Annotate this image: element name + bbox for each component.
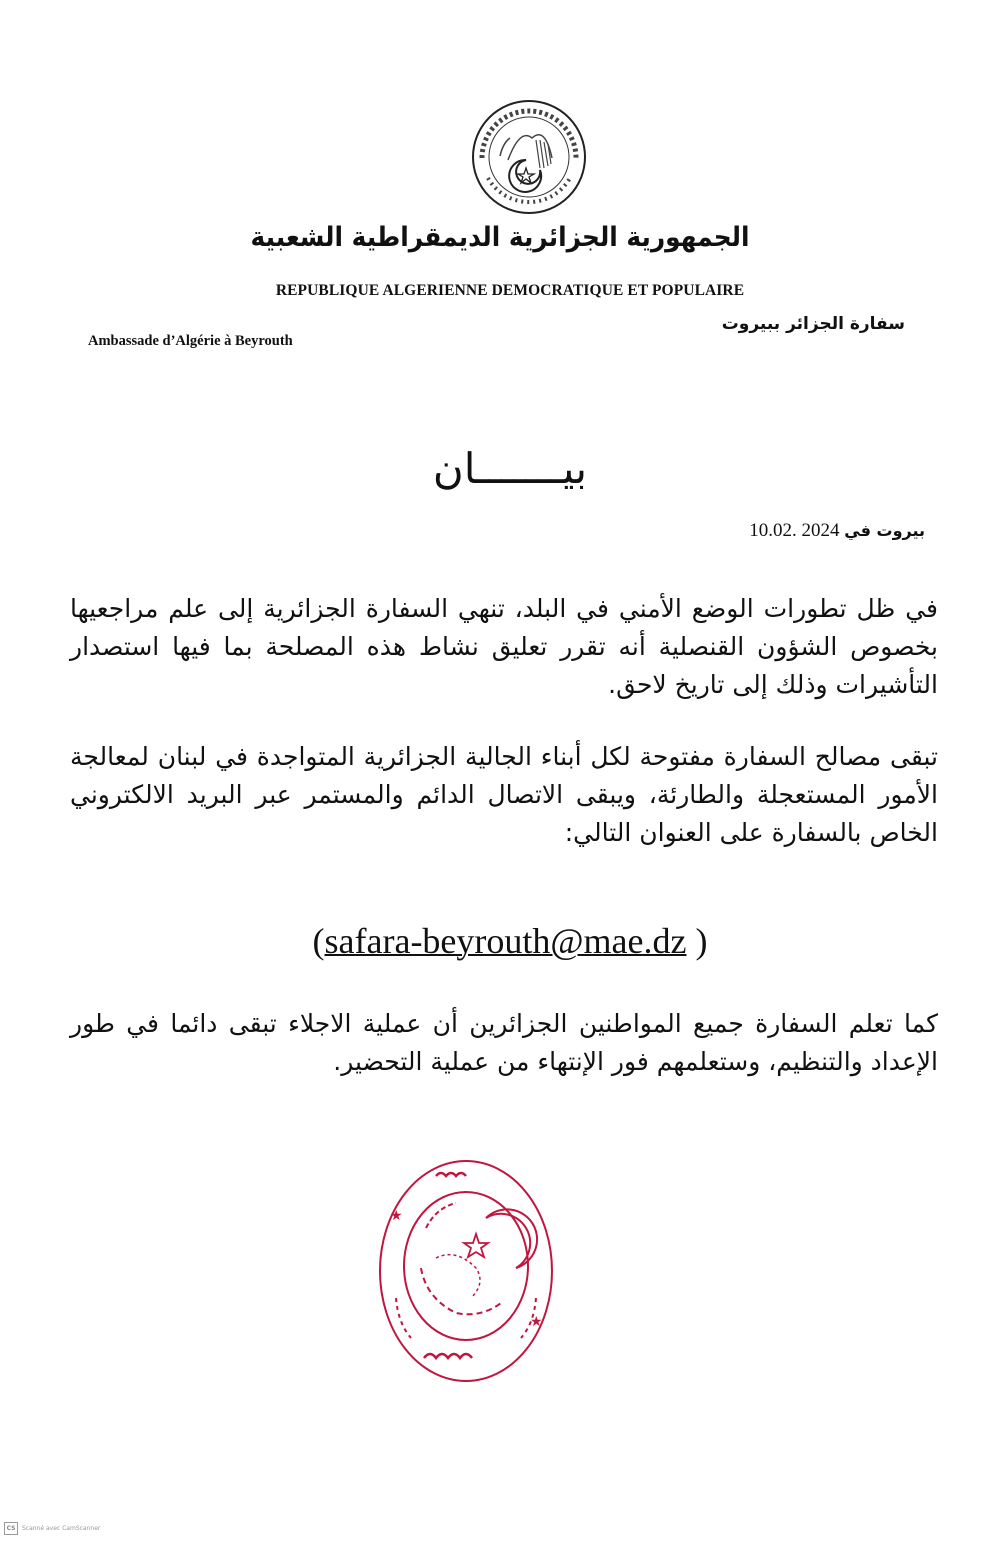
paragraph-1: في ظل تطورات الوضع الأمني في البلد، تنهي السفارة الجزائرية إلى علم مراجعيها بخصوص الشؤون القنصلية أنه تقرر تعليق نشاط هذه المصلحة بما فيها استصدار التأشيرات وذلك إلى تاريخ لاحق. bbox=[70, 594, 938, 699]
arabic-embassy-name: سفارة الجزائر ببيروت bbox=[721, 314, 905, 334]
french-embassy-name: Ambassade d’Algérie à Beyrouth bbox=[88, 333, 293, 349]
email-close-paren: ) bbox=[686, 921, 708, 961]
date-place: بيروت في bbox=[844, 521, 925, 540]
paragraph-3: كما تعلم السفارة جميع المواطنين الجزائرين أن عملية الاجلاء تبقى دائما في طور الإعداد والتنظيم، وستعلمهم فور الإنتهاء من عملية التحضير. bbox=[70, 1009, 938, 1076]
date-line bbox=[749, 520, 925, 542]
camscanner-badge-icon: CS bbox=[4, 1522, 18, 1535]
emblem-seal-icon bbox=[470, 98, 588, 216]
scanner-watermark bbox=[4, 1522, 100, 1535]
svg-text:★: ★ bbox=[530, 1314, 543, 1330]
email-link[interactable]: safara-beyrouth@mae.dz bbox=[324, 921, 687, 961]
document-title: بيـــــــان bbox=[432, 444, 588, 493]
french-republic-name: REPUBLIQUE ALGERIENNE DEMOCRATIQUE ET POPULAIRE bbox=[275, 282, 745, 299]
paragraph-2: تبقى مصالح السفارة مفتوحة لكل أبناء الجالية الجزائرية المتواجدة في لبنان لمعالجة الأمور المستعجلة والطارئة، ويبقى الاتصال الدائم والمستمر عبر البريد الالكتروني الخاص بالسفارة على العنوان التالي: bbox=[70, 742, 938, 847]
scanner-text: Scanné avec CamScanner bbox=[22, 1525, 101, 1532]
arabic-republic-name: الجمهورية الجزائرية الديمقراطية الشعبية bbox=[250, 222, 750, 253]
date-value: 10.02. 2024 bbox=[749, 520, 840, 541]
email-line bbox=[290, 920, 730, 962]
embassy-stamp-icon bbox=[376, 1158, 556, 1384]
svg-text:★: ★ bbox=[390, 1208, 403, 1224]
email-open-paren: ( bbox=[312, 921, 325, 961]
